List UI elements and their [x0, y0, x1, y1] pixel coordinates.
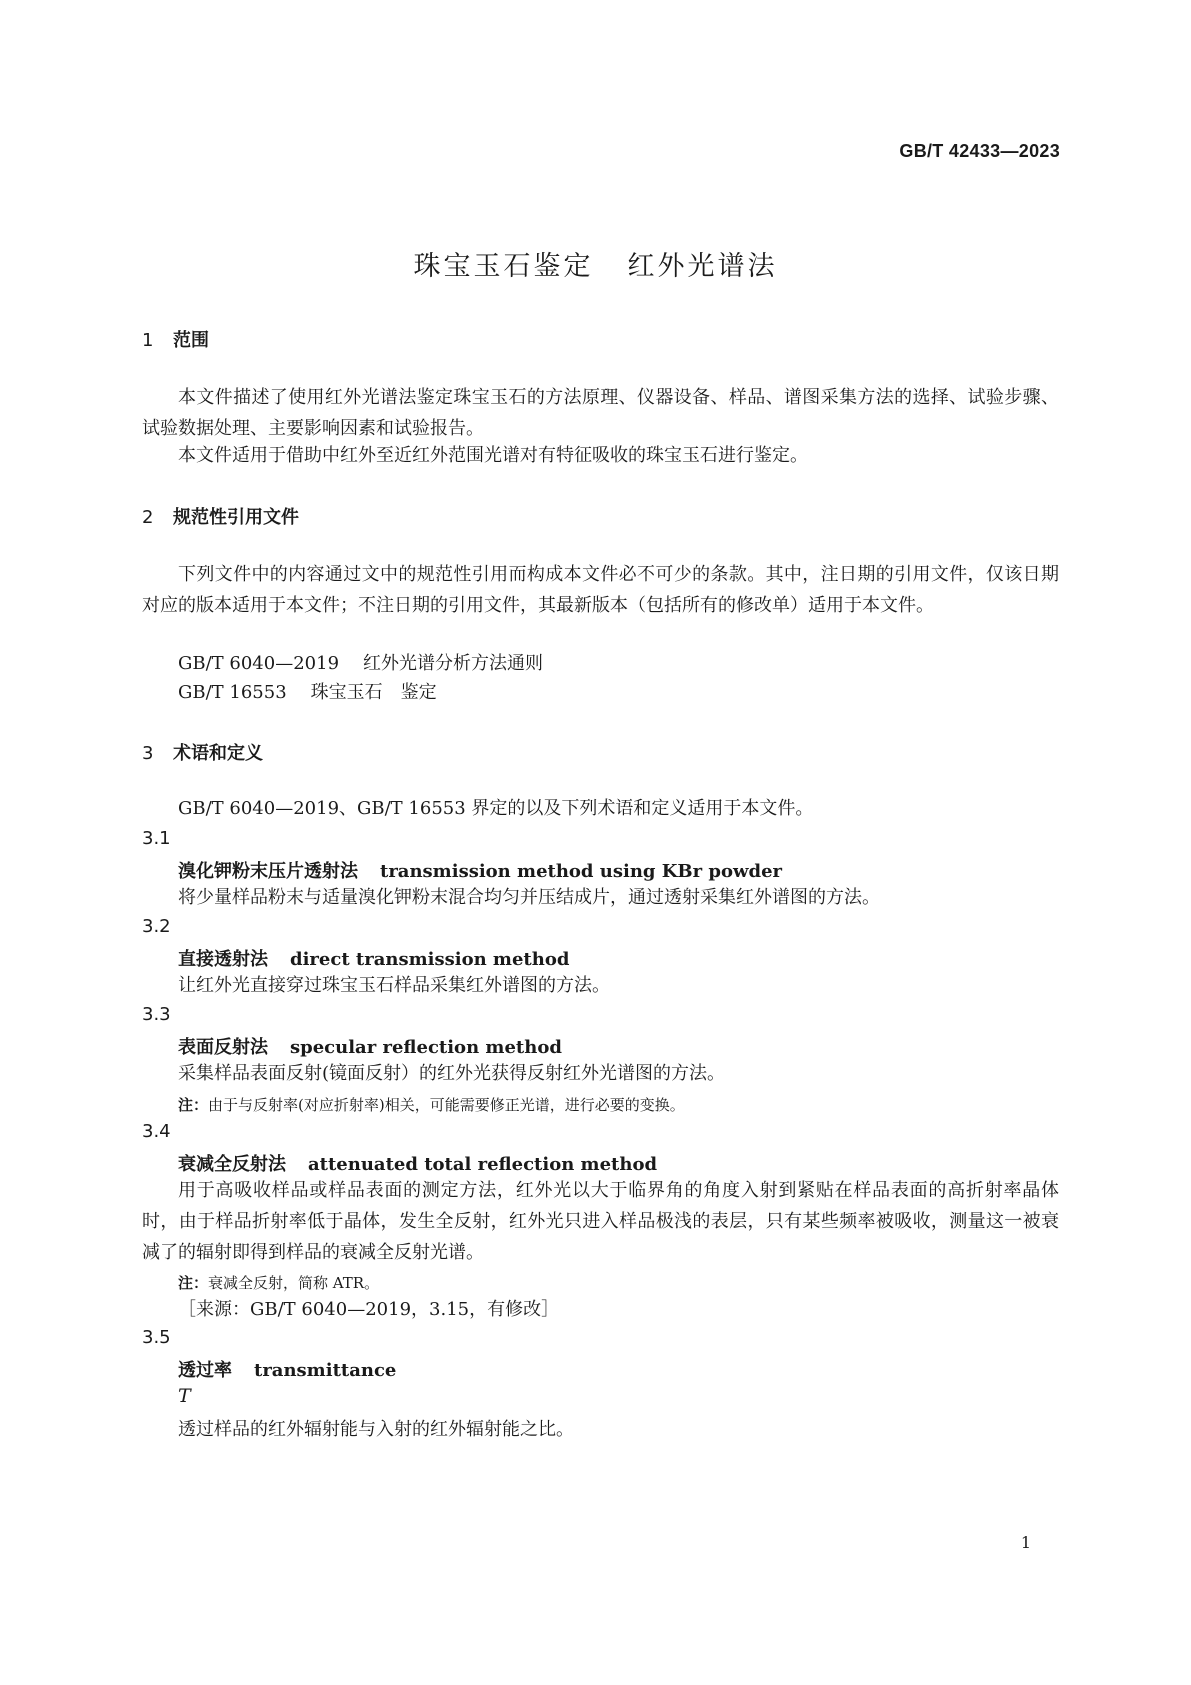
term-number: 3.2 — [142, 916, 171, 937]
term-number: 3.4 — [142, 1121, 171, 1142]
reference-title: 红外光谱分析方法通则 — [363, 653, 544, 674]
section-number: 2 — [142, 507, 154, 528]
reference-item — [178, 648, 543, 679]
term-heading — [178, 1150, 657, 1176]
term-heading — [178, 1033, 562, 1059]
reference-title: 珠宝玉石 鉴定 — [310, 682, 437, 703]
term-note — [178, 1094, 685, 1115]
standard-code: GB/T 42433—2023 — [899, 141, 1060, 161]
term-chinese: 透过率 — [178, 1360, 232, 1381]
term-heading — [178, 857, 782, 883]
term-number: 3.5 — [142, 1327, 171, 1348]
reference-code: GB/T 6040—2019 — [178, 653, 340, 674]
term-chinese: 溴化钾粉末压片透射法 — [178, 861, 358, 882]
term-definition: 将少量样品粉末与适量溴化钾粉末混合均匀并压结成片，通过透射采集红外谱图的方法。 — [178, 887, 880, 908]
term-definition: 让红外光直接穿过珠宝玉石样品采集红外谱图的方法。 — [178, 975, 610, 996]
term-english: direct transmission method — [290, 949, 570, 970]
reference-code: GB/T 16553 — [178, 682, 287, 703]
section-title: 规范性引用文件 — [173, 507, 299, 528]
term-chinese: 表面反射法 — [178, 1037, 268, 1058]
page-number: 1 — [1020, 1533, 1031, 1552]
term-chinese: 直接透射法 — [178, 949, 268, 970]
term-note — [178, 1272, 379, 1293]
term-heading — [178, 945, 569, 971]
title-part-1: 珠宝玉石鉴定 — [413, 251, 594, 282]
note-text: 衰减全反射，简称 ATR。 — [208, 1274, 380, 1292]
term-source: ［来源：GB/T 6040—2019，3.15，有修改］ — [178, 1299, 560, 1320]
section-2-paragraph-1: 下列文件中的内容通过文中的规范性引用而构成本文件必不可少的条款。其中，注日期的引用文件，仅该日期对应的版本适用于本文件；不注日期的引用文件，其最新版本（包括所有的修改单）适用于本文件。 — [142, 564, 1059, 616]
section-number: 3 — [142, 743, 154, 764]
section-1-paragraph-1: 本文件描述了使用红外光谱法鉴定珠宝玉石的方法原理、仪器设备、样品、谱图采集方法的选择、试验步骤、试验数据处理、主要影响因素和试验报告。 — [142, 387, 1059, 439]
term-heading — [178, 1356, 396, 1382]
term-chinese: 衰减全反射法 — [178, 1154, 286, 1175]
section-title: 范围 — [173, 330, 209, 351]
section-1-heading — [142, 326, 209, 352]
reference-item — [178, 677, 437, 708]
title-part-2: 红外光谱法 — [627, 251, 778, 282]
term-english: transmission method using KBr powder — [380, 861, 783, 882]
term-number: 3.3 — [142, 1004, 171, 1025]
term-english: attenuated total reflection method — [308, 1154, 658, 1175]
term-definition: 透过样品的红外辐射能与入射的红外辐射能之比。 — [178, 1419, 574, 1440]
note-label: 注： — [178, 1096, 209, 1114]
section-2-heading — [142, 503, 299, 529]
note-label: 注： — [178, 1274, 209, 1292]
note-text: 由于与反射率(对应折射率)相关，可能需要修正光谱，进行必要的变换。 — [208, 1096, 685, 1114]
section-1-paragraph-2: 本文件适用于借助中红外至近红外范围光谱对有特征吸收的珠宝玉石进行鉴定。 — [178, 445, 808, 466]
term-symbol: T — [178, 1385, 191, 1407]
document-title — [0, 244, 1191, 283]
term-number: 3.1 — [142, 828, 171, 849]
term-english: specular reflection method — [290, 1037, 562, 1058]
term-english: transmittance — [254, 1360, 397, 1381]
section-title: 术语和定义 — [173, 743, 263, 764]
term-definition: 采集样品表面反射(镜面反射）的红外光获得反射红外光谱图的方法。 — [178, 1063, 726, 1084]
section-3-heading — [142, 739, 263, 765]
section-3-intro: GB/T 6040—2019、GB/T 16553 界定的以及下列术语和定义适用于本文件。 — [178, 798, 814, 819]
section-number: 1 — [142, 330, 154, 351]
term-definition: 用于高吸收样品或样品表面的测定方法，红外光以大于临界角的角度入射到紧贴在样品表面的高折射率晶体时，由于样品折射率低于晶体，发生全反射，红外光只进入样品极浅的表层，只有某些频率被吸收，测量这一被衰减了的辐射即得到样品的衰减全反射光谱。 — [142, 1180, 1059, 1263]
